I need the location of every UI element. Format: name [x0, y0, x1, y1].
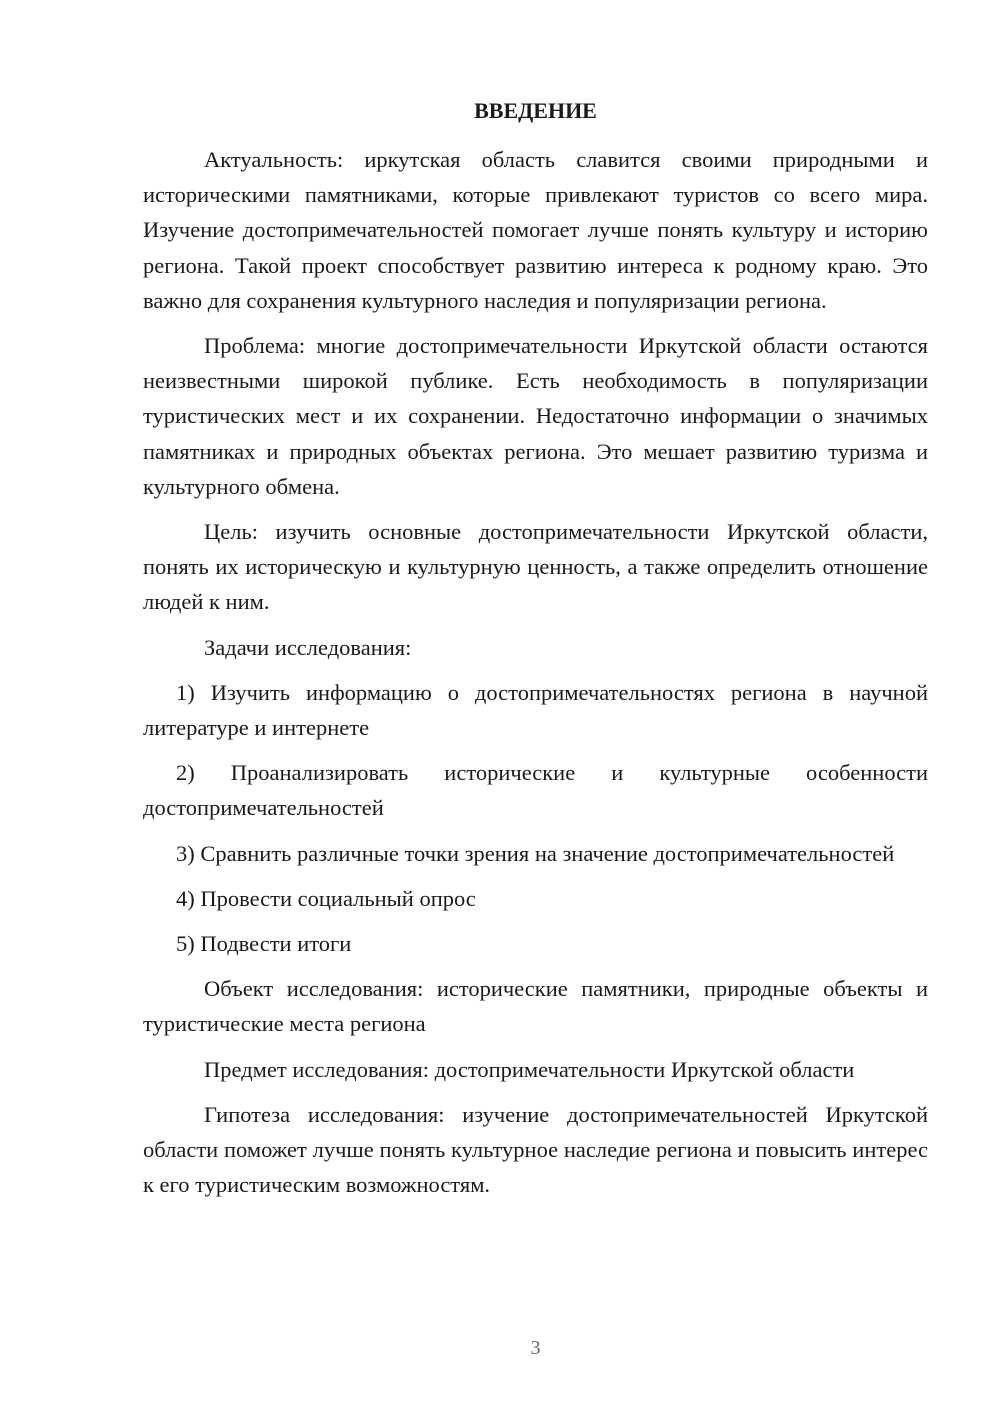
paragraph-problem: Проблема: многие достопримечательности Иркутской области остаются неизвестными широкой публике. Есть необходимость в популяризации туристических мест и их сохранении. Недостаточно информации о значимых памятниках и природных объектах региона. Это мешает развитию туризма и культурного обмена.	[143, 333, 928, 499]
paragraph-object: Объект исследования: исторические памятники, природные объекты и туристические места региона	[143, 976, 928, 1037]
task-item-3: 3) Сравнить различные точки зрения на значение достопримечательностей	[176, 840, 895, 866]
task-item-4: 4) Провести социальный опрос	[176, 885, 476, 911]
paragraph-subject: Предмет исследования: достопримечательности Иркутской области	[204, 1056, 855, 1082]
paragraph-relevance: Актуальность: иркутская область славится своими природными и историческими памятниками, которые привлекают туристов со всего мира. Изучение достопримечательностей помогает лучше понять культуру и историю региона. Такой проект способствует развитию интереса к родному краю. Это важно для сохранения культурного наследия и популяризации региона.	[143, 147, 928, 313]
document-page	[143, 0, 928, 1414]
page-number: 3	[530, 1337, 541, 1359]
task-item-1: 1) Изучить информацию о достопримечательностях региона в научной литературе и интернете	[143, 679, 928, 741]
tasks-heading: Задачи исследования:	[204, 634, 412, 660]
paragraph-goal: Цель: изучить основные достопримечательности Иркутской области, понять их историческую и культурную ценность, а также определить отношение людей к ним.	[143, 519, 928, 615]
task-item-5: 5) Подвести итоги	[176, 931, 352, 957]
paragraph-hypothesis: Гипотеза исследования: изучение достопримечательностей Иркутской области поможет лучше понять культурное наследие региона и повысить интерес к его туристическим возможностям.	[143, 1101, 928, 1198]
task-item-2: 2) Проанализировать исторические и культурные особенности достопримечательностей	[143, 760, 928, 821]
document-body	[143, 142, 928, 1212]
page-title: ВВЕДЕНИЕ	[474, 98, 597, 123]
